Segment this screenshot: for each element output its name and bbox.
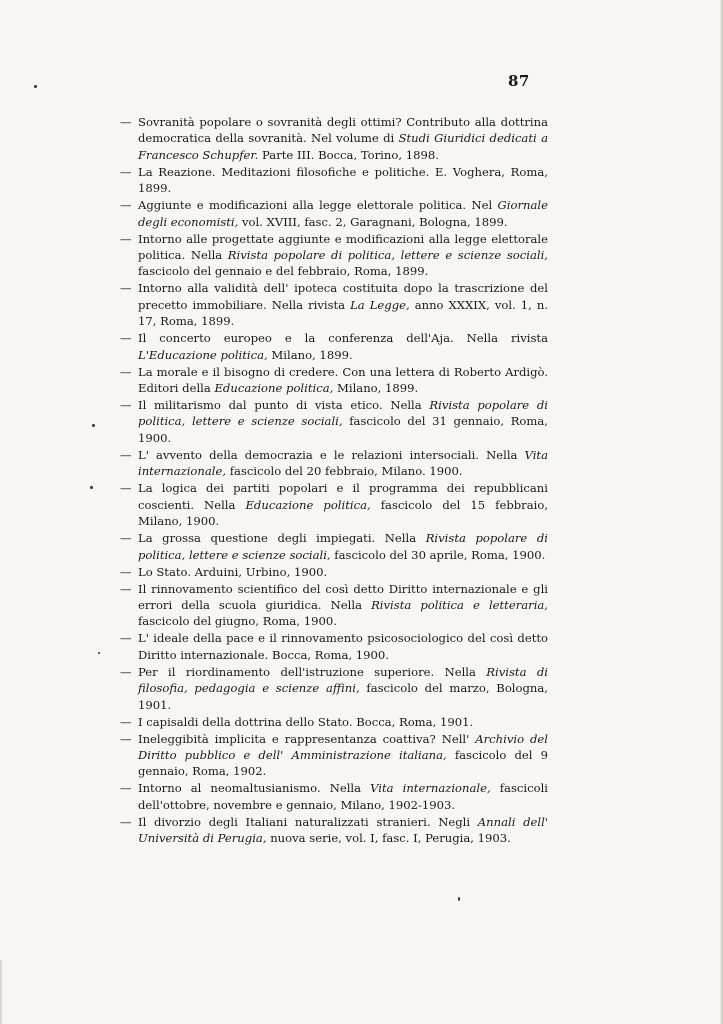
- entry-italic: Studi Giuridici dedicati a Francesco Schupfer.: [138, 131, 548, 162]
- entry-italic: L'Educazione politica,: [138, 347, 268, 362]
- entry-dash: —: [120, 281, 132, 296]
- entry-text: La Reazione. Meditazioni filosofiche e politiche. E. Voghera, Roma, 1899.: [138, 164, 548, 196]
- bibliography-entry: [120, 814, 548, 847]
- entry-text: L' ideale della pace e il rinnovamento psicosociologico del così detto Diritto internazionale. Bocca, Roma, 1900.: [138, 631, 548, 662]
- entry-dash: —: [120, 714, 132, 729]
- bibliography-entry: [120, 364, 548, 397]
- bibliography-entry: [120, 630, 548, 663]
- bibliography-entry: [120, 330, 548, 363]
- entry-after: fascicolo del 15 febbraio, Milano, 1900.: [138, 497, 549, 529]
- entry-italic: Vita internazionale,: [138, 447, 548, 479]
- entry-after: fascicolo del gennaio e del febbraio, Roma, 1899.: [138, 264, 429, 279]
- bibliography-entry: [120, 664, 548, 713]
- bibliography-entry: [120, 197, 548, 230]
- entry-after: anno XXXIX, vol. 1, n. 17, Roma, 1899.: [138, 297, 548, 329]
- entry-text: Il rinnovamento scientifico del così detto Diritto internazionale e gli errori della scuola giuridica. Nella: [138, 581, 548, 612]
- bibliography-entry: [120, 564, 548, 580]
- entry-dash: —: [120, 631, 132, 646]
- entry-dash: —: [120, 231, 132, 246]
- entry-dash: —: [120, 664, 132, 679]
- bibliography-entry: [120, 480, 548, 529]
- entry-dash: —: [120, 814, 132, 829]
- bibliography-list: [120, 114, 548, 847]
- entry-text: Aggiunte e modificazioni alla legge elettorale politica. Nel: [138, 198, 498, 213]
- entry-text: Il divorzio degli Italiani naturalizzati stranieri. Negli: [138, 814, 478, 829]
- page-edge-shadow-left: [0, 960, 2, 1024]
- entry-italic: Giornale degli economisti,: [138, 198, 548, 229]
- bibliography-entry: [120, 581, 548, 630]
- entry-italic: Annali dell' Università di Perugia,: [138, 814, 548, 846]
- bibliography-entry: [120, 530, 548, 563]
- entry-text: La logica dei partiti popolari e il programma dei repubblicani coscienti. Nella: [138, 481, 548, 512]
- entry-text: La morale e il bisogno di credere. Con una lettera di Roberto Ardigò. Editori della: [138, 364, 548, 396]
- entry-text: Intorno alle progettate aggiunte e modificazioni alla legge elettorale politica. Nella: [138, 231, 548, 263]
- page-number: 87: [508, 72, 530, 90]
- entry-after: fascicolo del 31 gennaio, Roma, 1900.: [138, 414, 548, 445]
- entry-after: fascicolo del 30 aprile, Roma, 1900.: [330, 547, 546, 562]
- scan-speck: [98, 652, 100, 654]
- entry-italic: Educazione politica,: [214, 381, 334, 396]
- entry-text: Ineleggibità implicita e rappresentanza coattiva? Nell': [138, 731, 476, 746]
- bibliography-entry: [120, 731, 548, 780]
- entry-after: fascicoli dell'ottobre, novembre e gennaio, Milano, 1902-1903.: [138, 781, 548, 812]
- entry-text: Lo Stato. Arduini, Urbino, 1900.: [138, 564, 328, 579]
- entry-dash: —: [120, 531, 132, 546]
- entry-after: Milano, 1899.: [267, 347, 353, 362]
- entry-dash: —: [120, 164, 132, 179]
- entry-italic: Vita internazionale,: [370, 781, 491, 796]
- entry-dash: —: [120, 447, 132, 462]
- entry-italic: Rivista popolare di politica, lettere e scienze sociali,: [138, 398, 549, 429]
- scan-speck: [90, 486, 93, 489]
- entry-italic: Rivista di filosofia, pedagogia e scienze affini,: [138, 664, 549, 696]
- entry-after: vol. XVIII, fasc. 2, Garagnani, Bologna, 1899.: [238, 214, 508, 229]
- entry-dash: —: [120, 731, 132, 746]
- bibliography-entry: [120, 397, 548, 446]
- entry-dash: —: [120, 564, 132, 579]
- bibliography-entry: [120, 164, 548, 197]
- scan-speck: [34, 85, 37, 88]
- entry-after: nuova serie, vol. I, fasc. I, Perugia, 1903.: [266, 831, 511, 846]
- entry-after: fascicolo del giugno, Roma, 1900.: [138, 614, 337, 629]
- entry-after: Milano, 1899.: [333, 381, 419, 396]
- entry-text: L' avvento della democrazia e le relazioni intersociali. Nella: [138, 447, 525, 462]
- entry-italic: La Legge,: [350, 297, 410, 312]
- scan-speck: [458, 897, 460, 901]
- bibliography-entry: [120, 714, 548, 730]
- entry-after: Parte III. Bocca, Torino, 1898.: [258, 147, 439, 162]
- entry-dash: —: [120, 331, 132, 346]
- bibliography-entry: [120, 447, 548, 480]
- bibliography-entry: [120, 231, 548, 280]
- entry-dash: —: [120, 398, 132, 413]
- entry-dash: —: [120, 481, 132, 496]
- entry-text: La grossa questione degli impiegati. Nella: [138, 531, 426, 546]
- entry-dash: —: [120, 115, 132, 129]
- entry-text: Per il riordinamento dell'istruzione superiore. Nella: [138, 664, 487, 679]
- entry-text: Sovranità popolare o sovranità degli ottimi? Contributo alla dottrina democratica della sovranità. Nel volume di: [138, 115, 548, 146]
- entry-italic: Educazione politica,: [245, 497, 371, 512]
- entry-text: I capisaldi della dottrina dello Stato. Bocca, Roma, 1901.: [138, 714, 474, 729]
- bibliography-entry: [120, 780, 548, 813]
- entry-after: fascicolo del 20 febbraio, Milano. 1900.: [226, 464, 463, 479]
- scan-speck: [92, 424, 95, 427]
- entry-dash: —: [120, 364, 132, 379]
- entry-after: fascicolo del 9 gennaio, Roma, 1902.: [138, 747, 548, 779]
- entry-italic: Rivista politica e letteraria,: [371, 597, 548, 612]
- entry-text: Il militarismo dal punto di vista etico. Nella: [138, 398, 430, 413]
- entry-dash: —: [120, 781, 132, 796]
- entry-dash: —: [120, 581, 132, 596]
- entry-italic: Rivista popolare di politica, lettere e scienze sociali,: [138, 531, 548, 562]
- entry-italic: Rivista popolare di politica, lettere e scienze sociali,: [227, 248, 548, 263]
- entry-text: Il concerto europeo e la conferenza dell'Aja. Nella rivista: [138, 331, 548, 346]
- entry-text: Intorno alla validità dell' ipoteca costituita dopo la trascrizione del precetto immobiliare. Nella rivista: [138, 281, 548, 312]
- bibliography-entry: [120, 114, 548, 163]
- entry-italic: Archivio del Diritto pubblico e dell' Amministrazione italiana,: [138, 731, 548, 762]
- entry-dash: —: [120, 198, 132, 213]
- entry-after: fascicolo del marzo, Bologna, 1901.: [138, 681, 548, 712]
- bibliography-entry: [120, 280, 548, 329]
- entry-text: Intorno al neomaltusianismo. Nella: [138, 781, 371, 796]
